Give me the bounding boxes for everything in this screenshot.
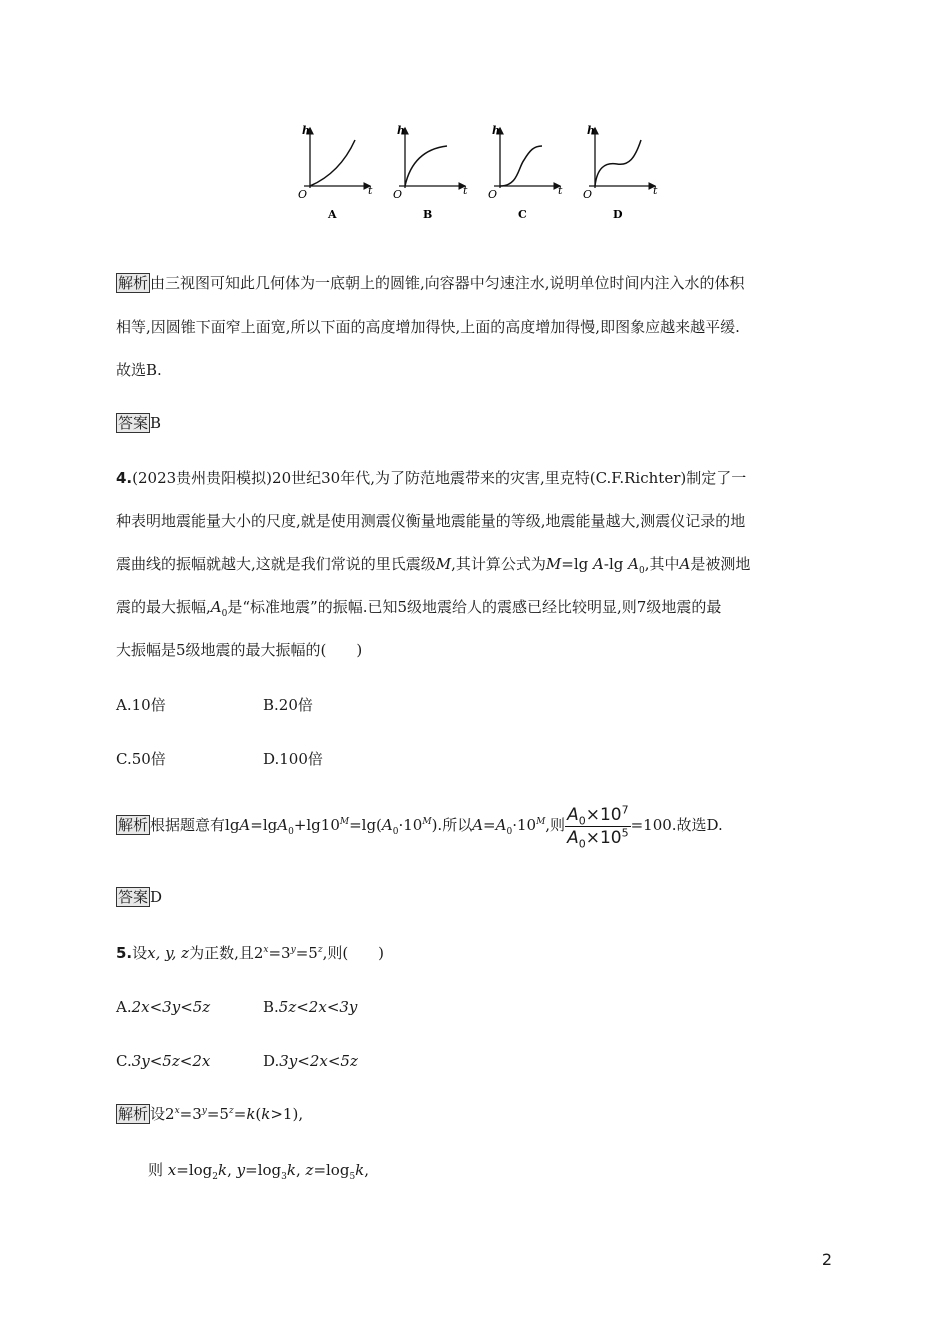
q3-analysis-line-3: 故选B. xyxy=(116,361,162,379)
origin-label: O xyxy=(583,188,593,201)
origin-label: O xyxy=(298,188,308,201)
x-axis-label: t xyxy=(558,184,563,197)
option-label: C xyxy=(518,208,527,221)
q5-analysis-line-2: 则 $x=\log_2k$, $y=\log_3k$, $z=\log_5k$, xyxy=(148,1161,370,1182)
y-axis-label: h xyxy=(587,124,595,137)
option-label: B xyxy=(423,208,433,221)
answer-value: D xyxy=(150,888,163,906)
question-number: 4. xyxy=(116,469,133,487)
option-label: D xyxy=(613,208,623,221)
fraction-numerator: $A_0\times 10^7$ xyxy=(567,802,629,827)
q4-analysis: 解析 根据题意有$\lg A=\lg A_0+\lg 10^M=\lg(A_0\cdot 10^M)$.所以$A=A_0\cdot 10^M$,则 $\frac{A_0\times 10^7}{A_0\times 10^5}$ =100.故选D. xyxy=(118,802,723,850)
q4-option-b: B.20倍 xyxy=(263,696,313,714)
graph-options xyxy=(280,118,670,228)
q4-answer xyxy=(116,887,162,907)
q3-analysis-line-1 xyxy=(116,273,745,293)
answer-tag: 答案 xyxy=(118,888,149,906)
origin-label: O xyxy=(393,188,403,201)
x-axis-label: t xyxy=(463,184,468,197)
analysis-tag: 解析 xyxy=(118,1105,149,1123)
q5-option-c: C.3y<5z<2x xyxy=(116,1052,211,1070)
q5-option-d: D.3y<2x<5z xyxy=(263,1052,358,1070)
q5-analysis-line-1: 解析 设$2^x=3^y=5^z=k(k>1)$, xyxy=(118,1105,304,1123)
q4-option-c: C.50倍 xyxy=(116,750,166,768)
q3-answer xyxy=(116,413,161,433)
page-number: 2 xyxy=(821,1250,832,1269)
graph-d xyxy=(583,124,658,221)
graph-b xyxy=(393,124,468,221)
answer-tag: 答案 xyxy=(118,414,149,432)
answer-value: B xyxy=(150,414,162,432)
ratio-fraction xyxy=(565,804,631,849)
stem-text: (2023贵州贵阳模拟)20世纪30年代,为了防范地震带来的灾害,里克特(C.F.Richter)制定了一 xyxy=(132,469,747,487)
analysis-tag: 解析 xyxy=(118,274,149,292)
y-axis-label: h xyxy=(302,124,310,137)
q4-stem-line-1 xyxy=(116,468,746,488)
q4-stem-line-2: 种表明地震能量大小的尺度,就是使用测震仪衡量地震能量的等级,地震能量越大,测震仪记录的地 xyxy=(116,512,746,530)
y-axis-label: h xyxy=(397,124,405,137)
q3-analysis-line-2: 相等,因圆锥下面窄上面宽,所以下面的高度增加得快,上面的高度增加得慢,即图象应越来越平缓. xyxy=(116,318,740,336)
graph-a xyxy=(298,124,373,221)
y-axis-label: h xyxy=(492,124,500,137)
x-axis-label: t xyxy=(368,184,373,197)
q4-stem-line-5: 大振幅是5级地震的最大振幅的( ) xyxy=(116,641,363,659)
q4-option-d: D.100倍 xyxy=(263,750,323,768)
q4-option-a: A.10倍 xyxy=(116,696,166,714)
q4-stem-line-4: 震的最大振幅$,A_0$是“标准地震”的振幅.已知5级地震给人的震感已经比较明显,则7级地震的最 xyxy=(116,598,722,619)
graph-c xyxy=(488,124,563,221)
origin-label: O xyxy=(488,188,498,201)
q5-stem: 5.设x, y, z为正数,且$2^x=3^y=5^z$,则( ) xyxy=(116,944,385,962)
fraction-denominator: $A_0\times 10^5$ xyxy=(567,825,629,850)
analysis-tag: 解析 xyxy=(118,816,149,834)
analysis-text: 由三视图可知此几何体为一底朝上的圆锥,向容器中匀速注水,说明单位时间内注入水的体积 xyxy=(150,274,745,292)
x-axis-label: t xyxy=(653,184,658,197)
q4-stem-line-3: 震曲线的振幅就越大,这就是我们常说的里氏震级M,其计算公式为M=lg A-lg $A_0$,其中A是被测地 xyxy=(116,555,751,576)
option-label: A xyxy=(328,208,337,221)
q5-option-a: A.2x<3y<5z xyxy=(116,998,211,1016)
q5-option-b: B.5z<2x<3y xyxy=(263,998,358,1016)
question-number: 5. xyxy=(116,944,133,962)
